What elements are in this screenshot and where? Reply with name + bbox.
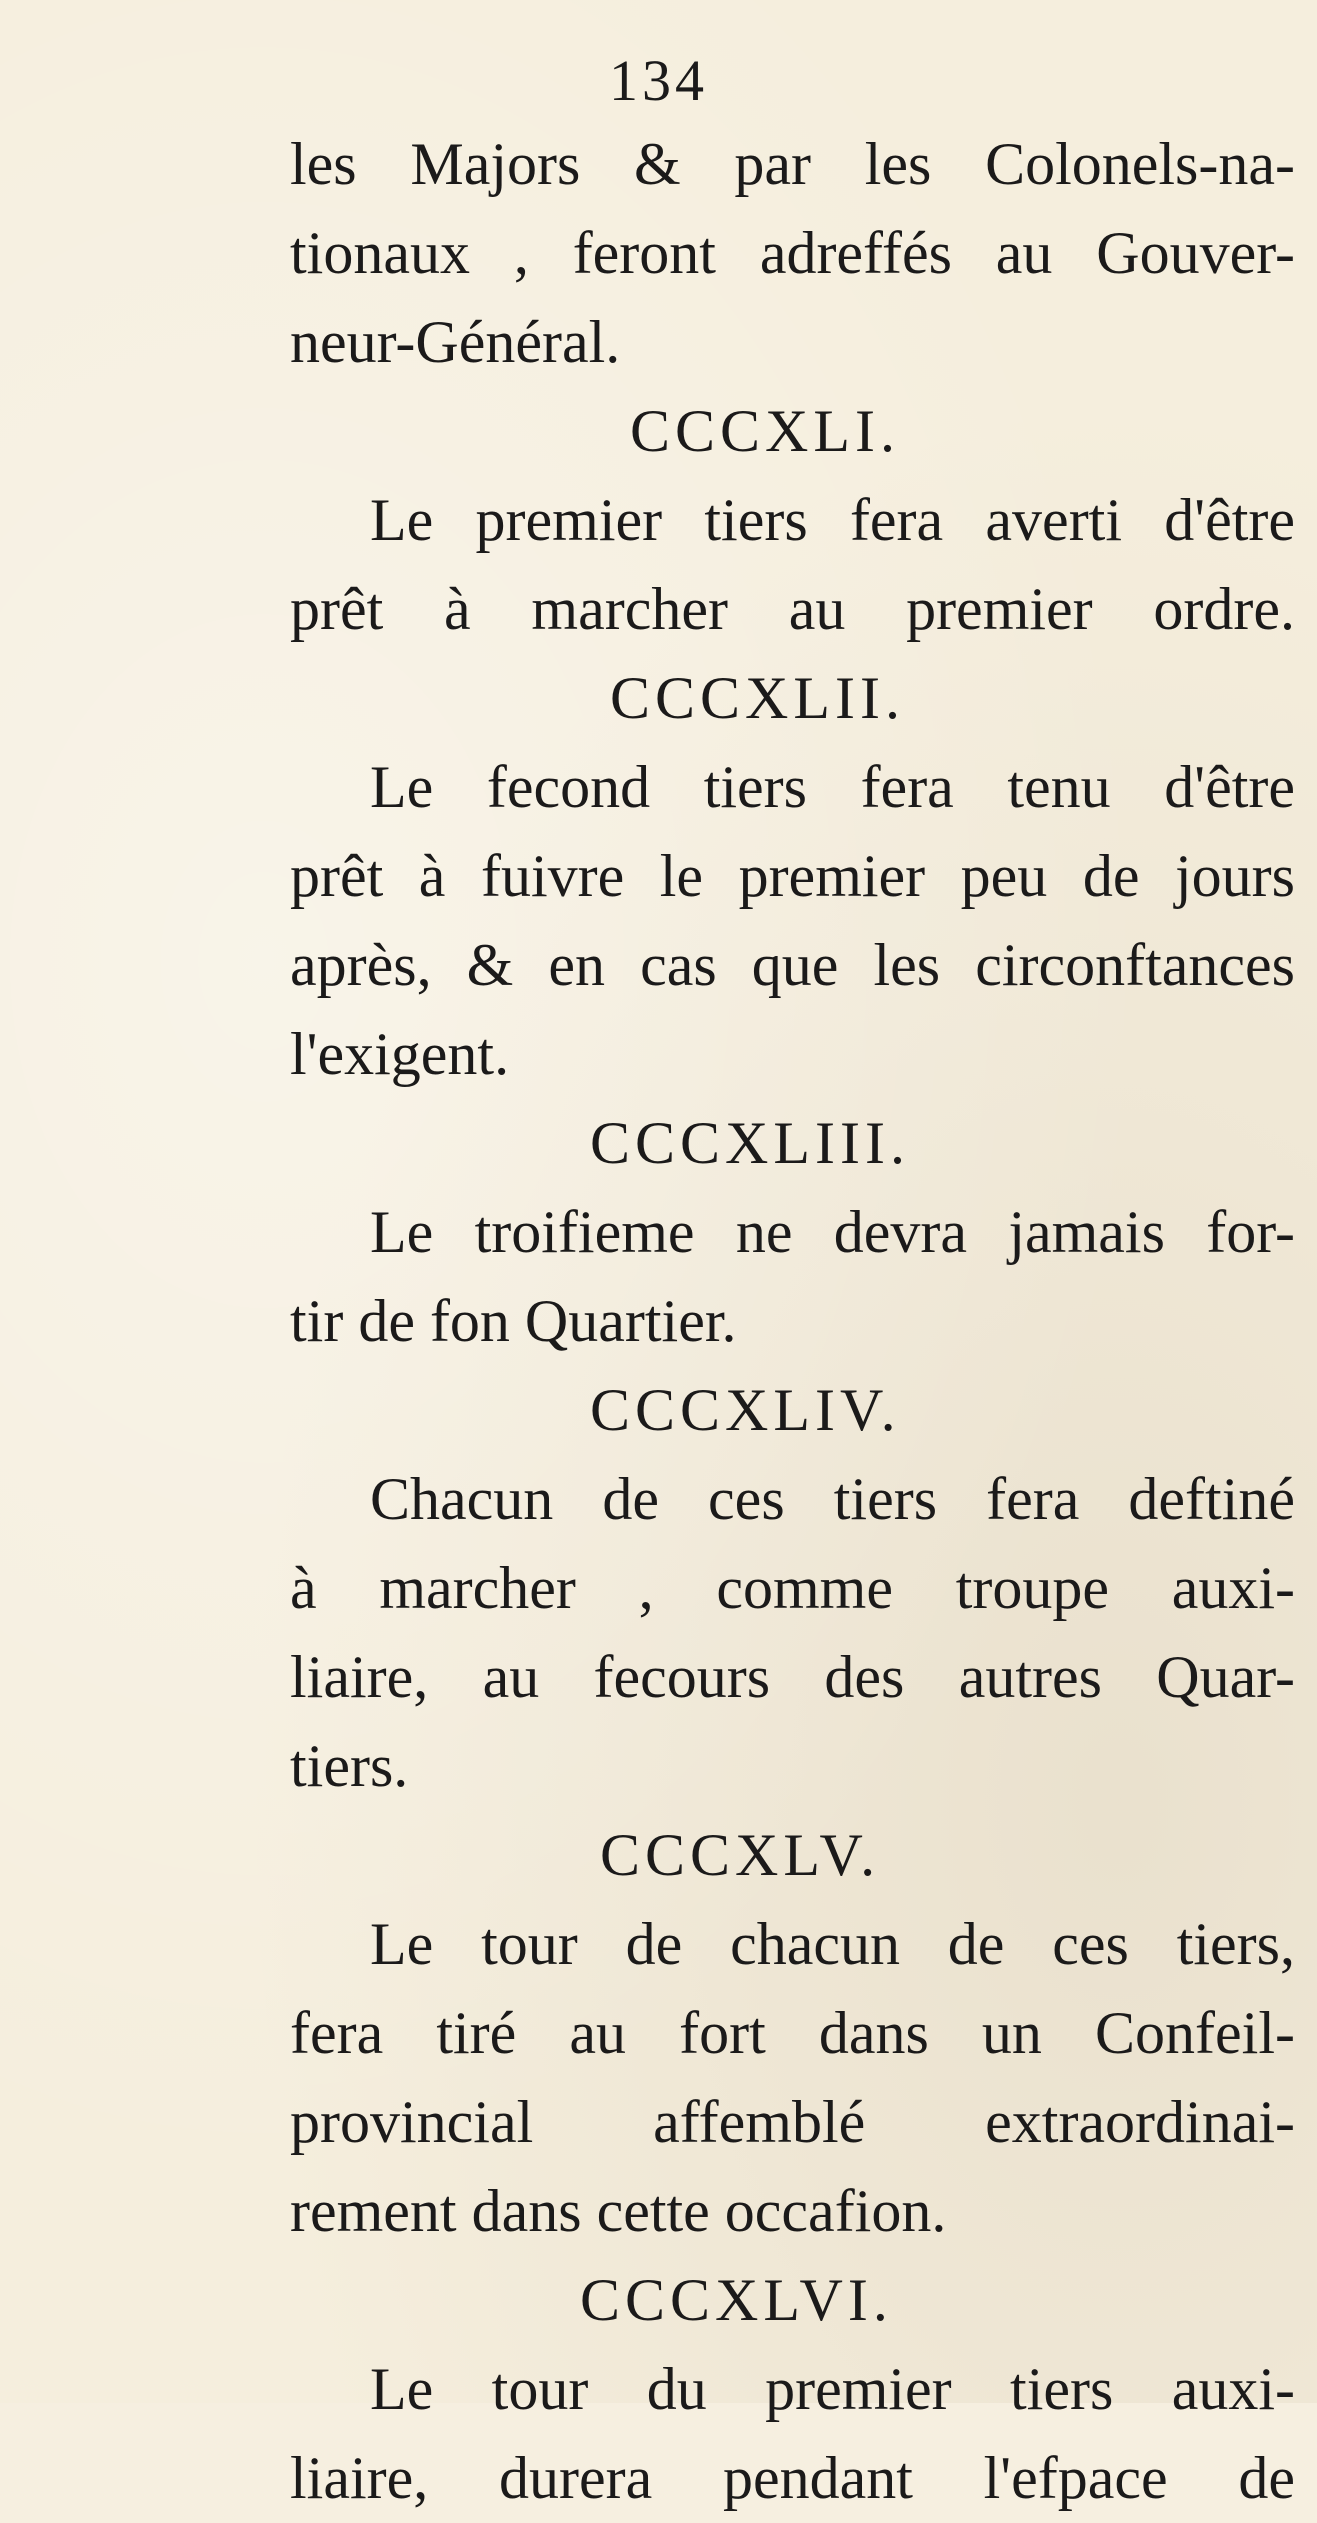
article-heading: CCCXLVI. — [580, 2267, 893, 2333]
text-line: Chacun de ces tiers fera deftiné — [370, 1466, 1295, 1532]
article-heading: CCCXLII. — [610, 665, 905, 731]
text-line: rement dans cette occafion. — [290, 2178, 947, 2244]
text-line: Le fecond tiers fera tenu d'être — [370, 754, 1295, 820]
text-line: Le troifieme ne devra jamais for- — [370, 1199, 1295, 1265]
article-heading: CCCXLV. — [600, 1822, 881, 1888]
text-line: tiers. — [290, 1733, 409, 1799]
text-line: après, & en cas que les circonftances — [290, 932, 1295, 998]
text-line: à marcher , comme troupe auxi- — [290, 1555, 1295, 1621]
text-line: provincial affemblé extraordinai- — [290, 2089, 1295, 2155]
text-line: neur-Général. — [290, 309, 621, 375]
text-line: tir de fon Quartier. — [290, 1288, 737, 1354]
text-line: tionaux , feront adreffés au Gouver- — [290, 220, 1295, 286]
article-heading: CCCXLIV. — [590, 1377, 901, 1443]
text-line: liaire, au fecours des autres Quar- — [290, 1644, 1295, 1710]
article-heading: CCCXLIII. — [590, 1110, 910, 1176]
text-line: prêt à marcher au premier ordre. — [290, 576, 1295, 642]
text-line: Le premier tiers fera averti d'être — [370, 487, 1295, 553]
text-line: Le tour de chacun de ces tiers, — [370, 1911, 1295, 1977]
text-line: les Majors & par les Colonels-na- — [290, 131, 1295, 197]
page-number: 134 — [609, 48, 708, 113]
body-text — [290, 120, 1295, 2523]
text-line: fera tiré au fort dans un Confeil- — [290, 2000, 1295, 2066]
text-line: liaire, durera pendant l'efpace de — [290, 2445, 1295, 2511]
text-line: prêt à fuivre le premier peu de jours — [290, 843, 1295, 909]
article-heading: CCCXLI. — [630, 398, 901, 464]
text-line: l'exigent. — [290, 1021, 510, 1087]
text-line: Le tour du premier tiers auxi- — [370, 2356, 1295, 2422]
